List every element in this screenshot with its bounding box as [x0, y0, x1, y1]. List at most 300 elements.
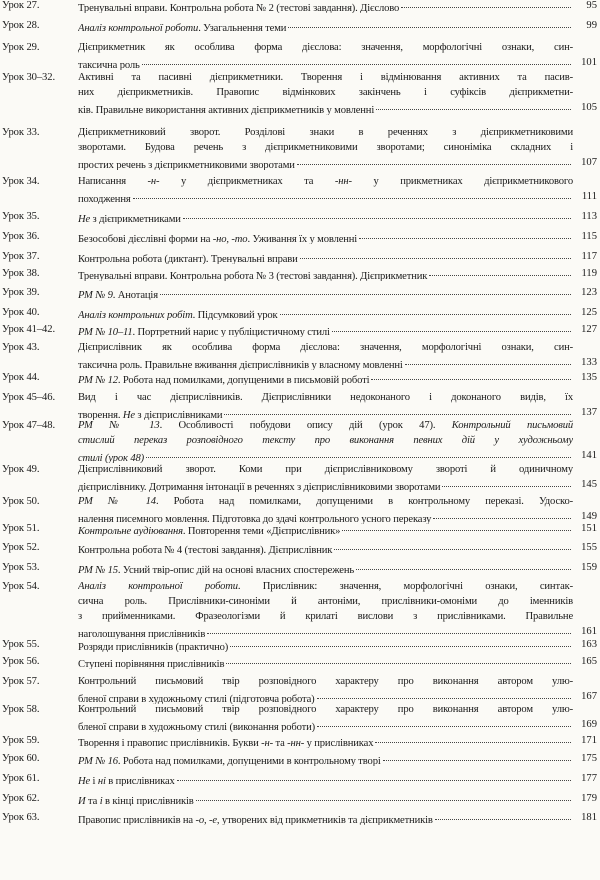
toc-entry [0, 418, 600, 463]
dot-leader [332, 322, 571, 332]
topic-line-text [78, 212, 181, 224]
italic-text: РМ № 13 [78, 420, 160, 431]
page-number: 155 [581, 542, 597, 553]
italic-text: стислий переказ розповідного тексту про виконання певних дій у художньому [78, 435, 573, 446]
italic-text: ні [97, 776, 106, 786]
page-number: 171 [581, 735, 597, 746]
dot-leader [317, 717, 571, 727]
text-segment: таксична роль [78, 60, 140, 70]
topic-line [78, 540, 573, 555]
lesson-number: Урок 52. [2, 542, 40, 553]
toc-entry [0, 249, 600, 264]
lesson-number: Урок 35. [2, 211, 40, 222]
dot-leader [317, 689, 571, 699]
lesson-number: Урок 50. [2, 496, 40, 507]
toc-entry [0, 40, 600, 70]
italic-text: -о, -е, [195, 815, 220, 825]
topic-line [78, 70, 573, 85]
page-number: 101 [581, 57, 597, 68]
italic-text: РМ № 9 [78, 290, 113, 300]
lesson-topic [78, 751, 573, 766]
page-number: 149 [581, 511, 597, 522]
dot-leader [146, 448, 571, 458]
text-segment: . Узагальнення теми [198, 23, 287, 33]
topic-line-text [78, 543, 332, 555]
lesson-number: Урок 34. [2, 176, 40, 187]
topic-line [78, 637, 573, 652]
lesson-number: Урок 55. [2, 639, 40, 650]
lesson-number: Урок 41–42. [2, 324, 55, 335]
topic-line-text [78, 563, 354, 575]
topic-line [78, 85, 573, 100]
topic-line-text [78, 158, 295, 170]
topic-line [78, 229, 573, 244]
lesson-number: Урок 28. [2, 20, 40, 31]
toc-entry [0, 390, 600, 420]
lesson-number: Урок 27. [2, 0, 40, 11]
dot-leader [405, 355, 571, 365]
lesson-number: Урок 44. [2, 372, 40, 383]
lesson-number: Урок 39. [2, 287, 40, 298]
dot-leader [300, 249, 571, 259]
lesson-topic [78, 733, 573, 748]
topic-line [78, 0, 573, 13]
text-segment: творення. [78, 410, 123, 420]
text-segment: Вид і час дієприслівників. Дієприслівники недоконаного і доконаного видів, їх [78, 392, 573, 403]
toc-entry [0, 637, 600, 652]
lesson-topic [78, 540, 573, 555]
lesson-number: Урок 49. [2, 464, 40, 475]
topic-line-text [78, 288, 158, 300]
toc-entry [0, 579, 600, 639]
topic-line [78, 174, 573, 189]
italic-text: РМ № 14 [78, 496, 156, 507]
italic-text: РМ № 12 [78, 375, 118, 385]
topic-line-text [78, 1, 399, 13]
topic-line [78, 266, 573, 281]
lesson-topic [78, 40, 573, 70]
page-number: 99 [586, 20, 597, 31]
text-segment: бленої справи в художньому стилі (підготовча робота) [78, 694, 315, 704]
text-segment: Контрольна робота № 4 (тестові завдання). Дієприслівник [78, 545, 333, 555]
toc-entry [0, 229, 600, 244]
text-segment: Активні та пасивні дієприкметники. Творення і відмінювання активних та пасив- [78, 72, 573, 83]
text-segment: походження [78, 194, 131, 204]
topic-line [78, 140, 573, 155]
text-segment: з прийменниками. Фразеологізми й крилаті вислови з прислівниками. Правильне [78, 611, 573, 622]
topic-line [78, 18, 573, 33]
dot-leader [401, 0, 571, 8]
lesson-number: Урок 60. [2, 753, 40, 764]
page-number: 145 [581, 479, 597, 490]
toc-entry [0, 462, 600, 492]
topic-line [78, 560, 573, 575]
text-segment: . Підсумковий урок [192, 310, 278, 320]
topic-line [78, 771, 573, 786]
topic-line [78, 448, 573, 463]
dot-leader [297, 155, 571, 165]
dot-leader [383, 751, 571, 761]
toc-entry [0, 125, 600, 170]
lesson-number: Урок 57. [2, 676, 40, 687]
dot-leader [288, 18, 571, 28]
topic-line [78, 355, 573, 370]
lesson-number: Урок 45–46. [2, 392, 55, 403]
text-segment: таксична роль. Правильне вживання дієприслівників у власному мовленні [78, 360, 403, 370]
text-segment: дієприслівнику. Дотримання інтонації в реченнях з дієприслівниковими зворотами [78, 482, 441, 492]
page-number: 165 [581, 656, 597, 667]
topic-line-text [78, 794, 194, 806]
topic-line-text [78, 657, 224, 669]
topic-line [78, 249, 573, 264]
page-number: 133 [581, 357, 597, 368]
text-segment: Написання [78, 176, 148, 187]
lesson-topic [78, 521, 573, 536]
text-segment: зворотами. Будова речень з дієприкметниковими зворотами; синоніміка складних і [78, 142, 573, 153]
lesson-topic [78, 390, 573, 420]
dot-leader [177, 771, 571, 781]
lesson-topic [78, 370, 573, 385]
dot-leader [183, 209, 571, 219]
topic-line [78, 594, 573, 609]
topic-line-text [78, 813, 433, 825]
text-segment: у прислівниках [304, 738, 374, 748]
topic-line [78, 55, 573, 70]
topic-line-text [78, 308, 278, 320]
lesson-number: Урок 51. [2, 523, 40, 534]
page-number: 167 [581, 691, 597, 702]
topic-line-text [78, 736, 373, 748]
text-segment: Контрольний письмовий твір розповідного характеру про виконання автором улю- [78, 676, 573, 687]
lesson-number: Урок 40. [2, 307, 40, 318]
topic-line [78, 674, 573, 689]
text-segment: налення писемного мовлення. Підготовка до здачі контрольного усного переказу [78, 514, 432, 524]
text-segment: та [272, 738, 288, 748]
italic-text: -н- [261, 738, 273, 748]
dot-leader [230, 637, 571, 647]
page-number: 115 [581, 231, 597, 242]
text-segment: та [85, 796, 100, 806]
dot-leader [433, 509, 571, 519]
lesson-topic [78, 285, 573, 300]
topic-line-text [78, 58, 140, 70]
lesson-number: Урок 61. [2, 773, 40, 784]
text-segment: . Робота над помилками, допущеними в письмовій роботі [117, 375, 370, 385]
lesson-topic [78, 174, 573, 204]
text-segment: Дієприслівниковий зворот. Коми при дієприслівниковому звороті й одиничному [78, 464, 573, 475]
lesson-topic [78, 322, 573, 337]
page-number: 181 [581, 812, 597, 823]
toc-entry [0, 771, 600, 786]
dot-leader [356, 560, 571, 570]
topic-line [78, 125, 573, 140]
topic-line-text [78, 232, 357, 244]
lesson-topic [78, 249, 573, 264]
lesson-topic [78, 229, 573, 244]
page-number: 105 [581, 102, 597, 113]
toc-entry [0, 322, 600, 337]
lesson-topic [78, 209, 573, 224]
topic-line-text [78, 774, 175, 786]
text-segment: Тренувальні вправи. Контрольна робота № 2 (тестові завдання). Дієслово [78, 3, 400, 13]
page-number: 111 [581, 191, 597, 202]
topic-line-text [78, 21, 286, 33]
lesson-topic [78, 771, 573, 786]
italic-text: Аналіз контрольної роботи [78, 23, 199, 33]
italic-text: Контрольний письмовий [451, 420, 573, 431]
text-segment: . Прислівник: значення, морфологічні ознаки, синтак- [237, 581, 573, 592]
lesson-topic [78, 462, 573, 492]
page-number: 95 [586, 0, 597, 11]
toc-entry [0, 751, 600, 766]
lesson-topic [78, 418, 573, 463]
dot-leader [133, 189, 571, 199]
text-segment: . Робота над помилками, допущеними в контрольному творі [117, 756, 381, 766]
dot-leader [226, 654, 571, 664]
lesson-number: Урок 62. [2, 793, 40, 804]
topic-line [78, 791, 573, 806]
topic-line [78, 418, 573, 433]
lesson-number: Урок 38. [2, 268, 40, 279]
text-segment: Безособові дієслівні форми на [78, 234, 213, 244]
text-segment: ків. Правильне використання активних дієприкметників у мовленні [78, 105, 375, 115]
toc-entry [0, 174, 600, 204]
lesson-number: Урок 63. [2, 812, 40, 823]
dot-leader [160, 285, 571, 295]
text-segment: бленої справи в художньому стилі (виконання роботи) [78, 722, 316, 732]
italic-text: -н- [147, 176, 160, 187]
italic-text: Не [78, 776, 91, 786]
lesson-number: Урок 37. [2, 251, 40, 262]
topic-line [78, 702, 573, 717]
topic-line [78, 810, 573, 825]
text-segment: Дієприкметниковий зворот. Розділові знаки в реченнях з дієприкметниковими [78, 127, 573, 138]
page-number: 117 [581, 251, 597, 262]
lesson-number: Урок 43. [2, 342, 40, 353]
page-number: 135 [581, 372, 597, 383]
page-number: 119 [581, 268, 597, 279]
topic-line [78, 189, 573, 204]
italic-text: Контрольне аудіювання [78, 526, 183, 536]
italic-text: РМ № 16 [78, 756, 118, 766]
italic-text: Аналіз контрольних робіт [78, 310, 193, 320]
toc-entry [0, 791, 600, 806]
topic-line-text [78, 103, 374, 115]
topic-line [78, 609, 573, 624]
lesson-topic [78, 305, 573, 320]
dot-leader [375, 733, 571, 743]
text-segment: Дієприкметник як особлива форма дієслова: значення, морфологічні ознаки, син- [78, 42, 573, 53]
page-number: 137 [581, 407, 597, 418]
page-number: 169 [581, 719, 597, 730]
text-segment: них дієприкметників. Правопис відмінкових закінчень і суфіксів дієприкметни- [78, 87, 573, 98]
toc-entry [0, 494, 600, 524]
text-segment: в прислівниках [105, 776, 175, 786]
page-number: 161 [581, 626, 597, 637]
lesson-topic [78, 125, 573, 170]
toc-entry [0, 305, 600, 320]
italic-text: -нн- [334, 176, 352, 187]
toc-entry [0, 209, 600, 224]
lesson-number: Урок 30–32. [2, 72, 55, 83]
text-segment: Дієприслівник як особлива форма дієслова: значення, морфологічні ознаки, син- [78, 342, 573, 353]
lesson-number: Урок 54. [2, 581, 40, 592]
lesson-topic [78, 674, 573, 704]
dot-leader [435, 810, 571, 820]
lesson-topic [78, 18, 573, 33]
topic-line-text [78, 373, 369, 385]
text-segment: Розряди прислівників (практично) [78, 642, 229, 652]
text-segment: утворених від прикметників та дієприкметників [219, 815, 433, 825]
italic-text: Не [78, 214, 91, 224]
text-segment: з дієприкметниками [90, 214, 181, 224]
topic-line-text [78, 269, 427, 281]
dot-leader [442, 477, 571, 487]
italic-text: стилі (урок 48) [78, 453, 145, 463]
topic-line [78, 521, 573, 536]
text-segment: Творення і правопис прислівників. Букви [78, 738, 262, 748]
toc-entry [0, 674, 600, 704]
topic-line [78, 717, 573, 732]
italic-text: -нн- [287, 738, 305, 748]
lesson-topic [78, 70, 573, 115]
italic-text: -но, -то [212, 234, 248, 244]
lesson-topic [78, 654, 573, 669]
lesson-number: Урок 29. [2, 42, 40, 53]
page-number: 123 [581, 287, 597, 298]
topic-line [78, 654, 573, 669]
dot-leader [334, 540, 571, 550]
topic-line-text [78, 358, 403, 370]
topic-line [78, 579, 573, 594]
topic-line [78, 462, 573, 477]
text-segment: з дієприслівниками [134, 410, 223, 420]
toc-entry [0, 702, 600, 732]
lesson-topic [78, 579, 573, 639]
text-segment: у прикметниках дієприкметникового [351, 176, 573, 187]
text-segment: Правопис прислівників на [78, 815, 196, 825]
page-number: 163 [581, 639, 597, 650]
lesson-topic [78, 637, 573, 652]
text-segment: . Портретний нарис у публіцистичному стилі [132, 327, 330, 337]
dot-leader [224, 405, 571, 415]
text-segment: простих речень з дієприкметниковими зворотами [78, 160, 295, 170]
dot-leader [280, 305, 571, 315]
toc-entry [0, 733, 600, 748]
text-segment: Ступені порівняння прислівників [78, 659, 225, 669]
page-number: 125 [581, 307, 597, 318]
topic-line-text [78, 192, 131, 204]
page-number: 177 [581, 773, 597, 784]
topic-line [78, 340, 573, 355]
topic-line [78, 390, 573, 405]
dot-leader [429, 266, 571, 276]
dot-leader [342, 521, 571, 531]
italic-text: РМ № 10–11 [78, 327, 133, 337]
text-segment: Контрольна робота (диктант). Тренувальні вправи [78, 254, 298, 264]
lesson-topic [78, 810, 573, 825]
text-segment: . Повторення теми «Дієприслівник» [182, 526, 341, 536]
lesson-number: Урок 58. [2, 704, 40, 715]
page-number: 151 [581, 523, 597, 534]
lesson-topic [78, 0, 573, 13]
lesson-number: Урок 59. [2, 735, 40, 746]
toc-entry [0, 560, 600, 575]
lesson-number: Урок 33. [2, 127, 40, 138]
page-number: 107 [581, 157, 597, 168]
topic-line [78, 494, 573, 509]
lesson-topic [78, 791, 573, 806]
page-number: 179 [581, 793, 597, 804]
text-segment: сична роль. Прислівники-синоніми й антоніми, прислівники-омоніми до іменників [78, 596, 573, 607]
text-segment: Тренувальні вправи. Контрольна робота № 3 (тестові завдання). Дієприкметник [78, 271, 428, 281]
toc-entry [0, 654, 600, 669]
italic-text: И [78, 796, 86, 806]
toc-entry [0, 0, 600, 13]
topic-line-text [78, 640, 228, 652]
page-number: 159 [581, 562, 597, 573]
topic-line-text [78, 524, 340, 536]
topic-line [78, 285, 573, 300]
topic-line [78, 433, 573, 448]
topic-line [78, 477, 573, 492]
dot-leader [371, 370, 571, 380]
lesson-number: Урок 53. [2, 562, 40, 573]
page-number: 141 [581, 450, 597, 461]
toc-entry [0, 370, 600, 385]
toc-entry [0, 18, 600, 33]
lesson-number: Урок 56. [2, 656, 40, 667]
text-segment: в кінці прислівників [102, 796, 194, 806]
topic-line-text [78, 325, 330, 337]
topic-line [78, 305, 573, 320]
toc-entry [0, 70, 600, 115]
page-number: 127 [581, 324, 597, 335]
page-number: 113 [581, 211, 597, 222]
topic-line [78, 155, 573, 170]
topic-line [78, 751, 573, 766]
text-segment: . Особливості побудови опису дій (урок 47). [159, 420, 452, 431]
topic-line-text [78, 754, 381, 766]
topic-line [78, 733, 573, 748]
topic-line [78, 322, 573, 337]
lesson-topic [78, 340, 573, 370]
lesson-topic [78, 560, 573, 575]
italic-text: Не [122, 410, 135, 420]
topic-line [78, 100, 573, 115]
text-segment: і [90, 776, 98, 786]
italic-text: Аналіз контрольної роботи [78, 581, 238, 592]
topic-line-text [78, 720, 315, 732]
lesson-topic [78, 266, 573, 281]
italic-text: і [99, 796, 103, 806]
text-segment: . Анотація [112, 290, 158, 300]
text-segment: у дієприкметниках та [159, 176, 335, 187]
text-segment: Контрольний письмовий твір розповідного характеру про виконання автором улю- [78, 704, 573, 715]
topic-line-text [78, 480, 440, 492]
toc-entry [0, 540, 600, 555]
lesson-topic [78, 702, 573, 732]
text-segment: . Робота над помилками, допущеними в контрольному переказі. Удоско- [155, 496, 573, 507]
text-segment: . Усний твір-опис дій на основі власних спостережень [117, 565, 355, 575]
toc-entry [0, 521, 600, 536]
dot-leader [207, 624, 571, 634]
dot-leader [142, 55, 571, 65]
text-segment: . Уживання їх у мовленні [247, 234, 358, 244]
lesson-topic [78, 494, 573, 524]
dot-leader [359, 229, 571, 239]
topic-line-text [78, 252, 298, 264]
